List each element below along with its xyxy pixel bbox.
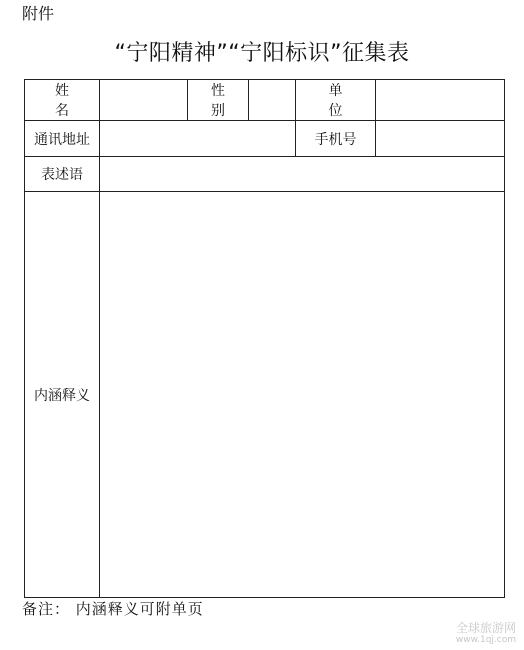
address-label: 通讯地址: [25, 121, 100, 157]
meaning-label: 内涵释义: [25, 192, 100, 598]
gender-field[interactable]: [249, 80, 296, 121]
form-row-slogan: [25, 157, 505, 192]
meaning-field[interactable]: [100, 192, 505, 598]
watermark-text: 全球旅游网: [455, 621, 516, 635]
name-field[interactable]: [100, 80, 188, 121]
form-title: “宁阳精神”“宁阳标识”征集表: [114, 41, 410, 66]
name-label: 姓 名: [25, 80, 100, 121]
gender-label: 性 别: [188, 80, 249, 121]
unit-label: 单 位: [296, 80, 376, 121]
attachment-label: 附件: [22, 4, 55, 23]
watermark: [456, 622, 516, 646]
watermark-url: www.1qj.com: [455, 635, 516, 645]
slogan-field[interactable]: [100, 157, 505, 192]
unit-field[interactable]: [376, 80, 505, 121]
collection-form-table: [24, 79, 505, 598]
phone-field[interactable]: [376, 121, 505, 157]
slogan-label: 表述语: [25, 157, 100, 192]
address-field[interactable]: [100, 121, 296, 157]
footer-note: 备注： 内涵释义可附单页: [22, 600, 204, 618]
form-row-meaning: [25, 192, 505, 598]
form-row-basic-info: [25, 80, 505, 121]
phone-label: 手机号: [296, 121, 376, 157]
form-row-contact: [25, 121, 505, 157]
